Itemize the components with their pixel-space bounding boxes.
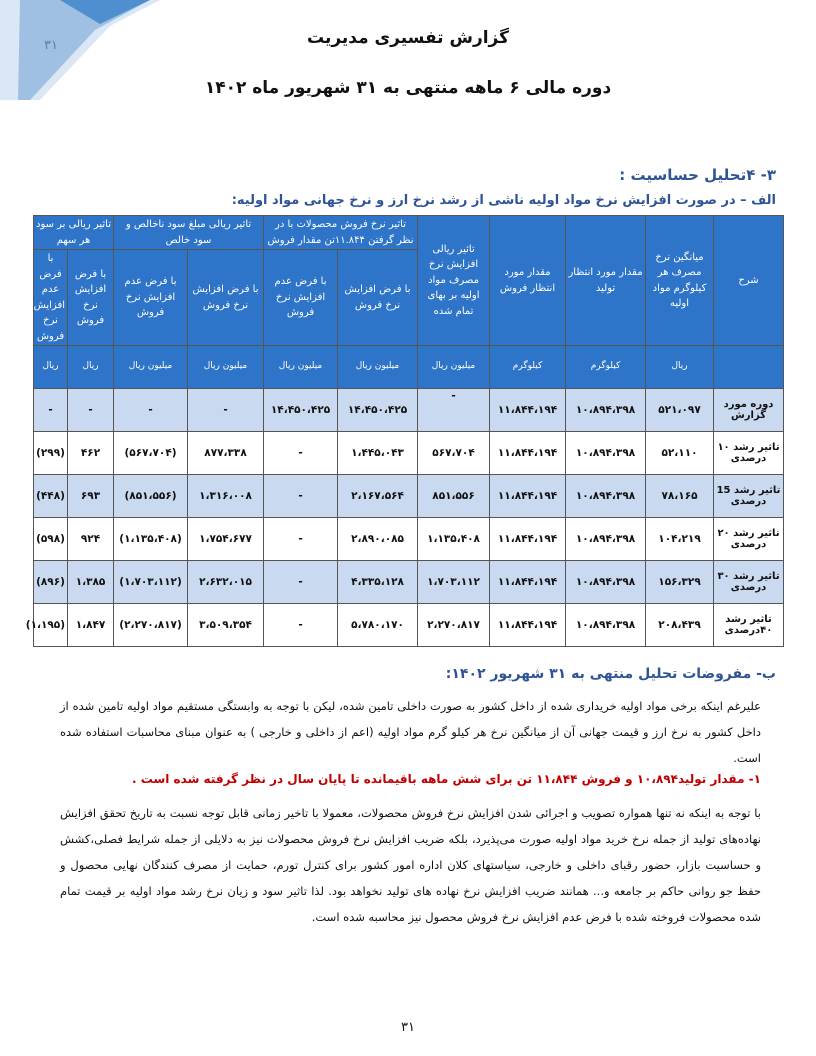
table-cell: (۵۶۷،۷۰۴) [114,432,188,475]
assumptions-title: ب- مفروضات تحلیل منتهی به ۳۱ شهریور ۱۴۰۲: [445,666,776,682]
table-cell: ۲،۲۷۰،۸۱۷ [418,604,490,647]
table-cell: ۱۱،۸۴۴،۱۹۴ [490,389,566,432]
table-cell: (۲۹۹) [34,432,68,475]
table-cell: ۲،۸۹۰،۰۸۵ [338,518,418,561]
row-label: تاثیر رشد ۲۰ درصدی [714,518,784,561]
unit-cell: ریال [646,346,714,389]
report-title: گزارش تفسیری مدیریت [306,28,510,48]
assumption-item-1-title: ۱- مقدار تولید۱۰،۸۹۴ و فروش ۱۱،۸۴۴ تن برای شش ماهه باقیمانده تا پایان سال در نظر گرفته شده است . [132,772,761,786]
table-cell: ۱۰،۸۹۴،۳۹۸ [566,389,646,432]
table-row [34,604,784,647]
table-cell: ۱،۳۸۵ [68,561,114,604]
row-label: دوره مورد گزارش [714,389,784,432]
table-cell: (۵۹۸) [34,518,68,561]
group-sales-effect: تاثیر نرخ فروش محصولات با در نظر گرفتن ۱۱.۸۴۴تن مقدار فروش [264,216,418,250]
table-row [34,518,784,561]
table-cell: ۱۱،۸۴۴،۱۹۴ [490,561,566,604]
table-cell: - [418,389,490,432]
table-cell: ۳،۵۰۹،۳۵۴ [188,604,264,647]
table-row [34,432,784,475]
table-cell: ۱۰،۸۹۴،۳۹۸ [566,475,646,518]
unit-cell: میلیون ریال [264,346,338,389]
row-label: تاثیر رشد ۴۰درصدی [714,604,784,647]
table-cell: ۱۰،۸۹۴،۳۹۸ [566,604,646,647]
col-avg-rate: میانگین نرخ مصرف هر کیلوگرم مواد اولیه [646,216,714,346]
table-cell: (۱،۱۹۵) [34,604,68,647]
table-cell: - [264,561,338,604]
assumptions-paragraph-2: با توجه به اینکه نه تنها همواره تصویب و اجرائی شدن افزایش نرخ فروش محصولات، معمولا با تاخیر زمانی قابل توجه نسبت به تاریخ تحقق افزایش نهاده‌های تولید از جمله نرخ خرید مواد اولیه صورت می‌پذیرد، بلکه ضریب افزایش نرخ فروش محصولات نیز به دلایلی از جمله شرایط فصلی،کشش و حساسیت بازار، حضور رقبای داخلی و خارجی، سیاستهای کلان اداره امور کشور برای کنترل تورم، حمایت از مصرف کنندگان نهایی محصول و حفظ جو روانی حاکم بر جامعه و... همانند ضریب افزایش نرخ نهاده های تولید نخواهد بود. لذا تاثیر سود و زیان نرخ رشد مواد اولیه بر قیمت تمام شده محصولات فروخته شده با فرض عدم افزایش نرخ فروش محصول نیز محاسبه شده است. [60,806,761,924]
table-row [34,561,784,604]
table-cell: - [264,432,338,475]
table-cell: - [188,389,264,432]
table-cell: ۴،۳۳۵،۱۲۸ [338,561,418,604]
unit-cell: میلیون ریال [188,346,264,389]
table-cell: ۲۰۸،۴۳۹ [646,604,714,647]
table-cell: (۸۹۶) [34,561,68,604]
col-eps-no-increase: با فرض عدم افزایش نرخ فروش [34,250,68,346]
table-cell: ۴۶۲ [68,432,114,475]
col-gross-increase: با فرض افزایش نرخ فروش [188,250,264,346]
col-desc: شرح [714,216,784,346]
table-cell: ۱،۱۳۵،۴۰۸ [418,518,490,561]
col-gross-no-increase: با فرض عدم افزایش نرخ فروش [114,250,188,346]
table-cell: ۱۴،۴۵۰،۴۲۵ [338,389,418,432]
section-title: ۳- ۴تحلیل حساسیت : [619,166,776,184]
table-cell: - [264,475,338,518]
table-cell: ۷۸،۱۶۵ [646,475,714,518]
table-cell: (۴۴۸) [34,475,68,518]
table-cell: ۱۰،۸۹۴،۳۹۸ [566,432,646,475]
table-cell: (۱،۷۰۳،۱۱۲) [114,561,188,604]
table-cell: (۸۵۱،۵۵۶) [114,475,188,518]
table-cell: ۱،۷۵۴،۶۷۷ [188,518,264,561]
unit-cell: ریال [68,346,114,389]
table-cell: ۱،۷۰۳،۱۱۲ [418,561,490,604]
unit-cell: کیلوگرم [566,346,646,389]
row-label: تاثیر رشد ۱۰ درصدی [714,432,784,475]
table-cell: ۱۱،۸۴۴،۱۹۴ [490,604,566,647]
table-cell: - [264,604,338,647]
table-cell: ۱،۳۱۶،۰۰۸ [188,475,264,518]
row-label: تاثیر رشد ۳۰ درصدی [714,561,784,604]
row-label: تاثیر رشد 15 درصدی [714,475,784,518]
sensitivity-table [25,215,784,647]
page-number-footer: ۳۱ [401,1020,415,1035]
table-cell: ۵۲۱،۰۹۷ [646,389,714,432]
col-sales-no-increase: با فرض عدم افزایش نرخ فروش [264,250,338,346]
table-cell: ۱۱،۸۴۴،۱۹۴ [490,518,566,561]
section-subtitle: الف – در صورت افزایش نرخ مواد اولیه ناشی از رشد نرخ ارز و نرخ جهانی مواد اولیه: [231,193,776,208]
table-cell: ۱۰۴،۲۱۹ [646,518,714,561]
unit-cell: کیلوگرم [490,346,566,389]
group-eps: تاثیر ریالی بر سود هر سهم [34,216,114,250]
unit-cell: میلیون ریال [338,346,418,389]
col-sales-increase: با فرض افزایش نرخ فروش [338,250,418,346]
table-cell: ۱۱،۸۴۴،۱۹۴ [490,432,566,475]
unit-cell [714,346,784,389]
page-number-top: ۳۱ [44,38,58,53]
table-cell: ۱،۴۴۵،۰۴۳ [338,432,418,475]
table-cell: - [68,389,114,432]
group-gross-profit: تاثیر ریالی مبلغ سود ناخالص و سود خالص [114,216,264,250]
table-cell: ۲،۱۶۷،۵۶۴ [338,475,418,518]
table-cell: ۲،۶۳۲،۰۱۵ [188,561,264,604]
table-cell: ۸۵۱،۵۵۶ [418,475,490,518]
col-expected-prod: مقدار مورد انتظار تولید [566,216,646,346]
table-cell: ۱۱،۸۴۴،۱۹۴ [490,475,566,518]
table-cell: - [264,518,338,561]
table-cell: - [34,389,68,432]
table-cell: ۵۲،۱۱۰ [646,432,714,475]
assumptions-paragraph-1: علیرغم اینکه برخی مواد اولیه خریداری شده از داخل کشور به صورت داخلی تامین شده، لیکن با توجه به وابستگی مستقیم مواد اولیه تامین شده از داخل کشور به نرخ ارز و قیمت جهانی آن از میانگین نرخ هر کیلو گرم مواد اولیه (اعم از داخلی و خارجی ) به عنوان مبنای محاسبات استفاده شده است. [60,699,761,765]
report-period: دوره مالی ۶ ماهه منتهی به ۳۱ شهریور ماه ۱۴۰۲ [204,78,612,98]
table-row [34,475,784,518]
table-cell: ۱۵۶،۳۲۹ [646,561,714,604]
table-cell: ۱۰،۸۹۴،۳۹۸ [566,518,646,561]
unit-cell: میلیون ریال [114,346,188,389]
table-cell: ۸۷۷،۳۳۸ [188,432,264,475]
unit-cell: ریال [34,346,68,389]
col-eps-increase: با فرض افزایش نرخ فروش [68,250,114,346]
units-row [34,346,784,389]
col-rial-effect: تاثیر ریالی افزایش نرخ مصرف مواد اولیه بر بهای تمام شده [418,216,490,346]
header-row-1 [34,216,784,250]
table-cell: (۲،۲۷۰،۸۱۷) [114,604,188,647]
table-cell: ۱۰،۸۹۴،۳۹۸ [566,561,646,604]
table-cell: ۵۶۷،۷۰۴ [418,432,490,475]
table-cell: ۹۲۴ [68,518,114,561]
table-row [34,389,784,432]
table-cell: ۵،۷۸۰،۱۷۰ [338,604,418,647]
table-cell: ۱۴،۴۵۰،۴۲۵ [264,389,338,432]
table-cell: ۶۹۳ [68,475,114,518]
table-cell: ۱،۸۴۷ [68,604,114,647]
unit-cell: میلیون ریال [418,346,490,389]
table-cell: (۱،۱۳۵،۴۰۸) [114,518,188,561]
table-cell: - [114,389,188,432]
col-expected-sales: مقدار مورد انتظار فروش [490,216,566,346]
